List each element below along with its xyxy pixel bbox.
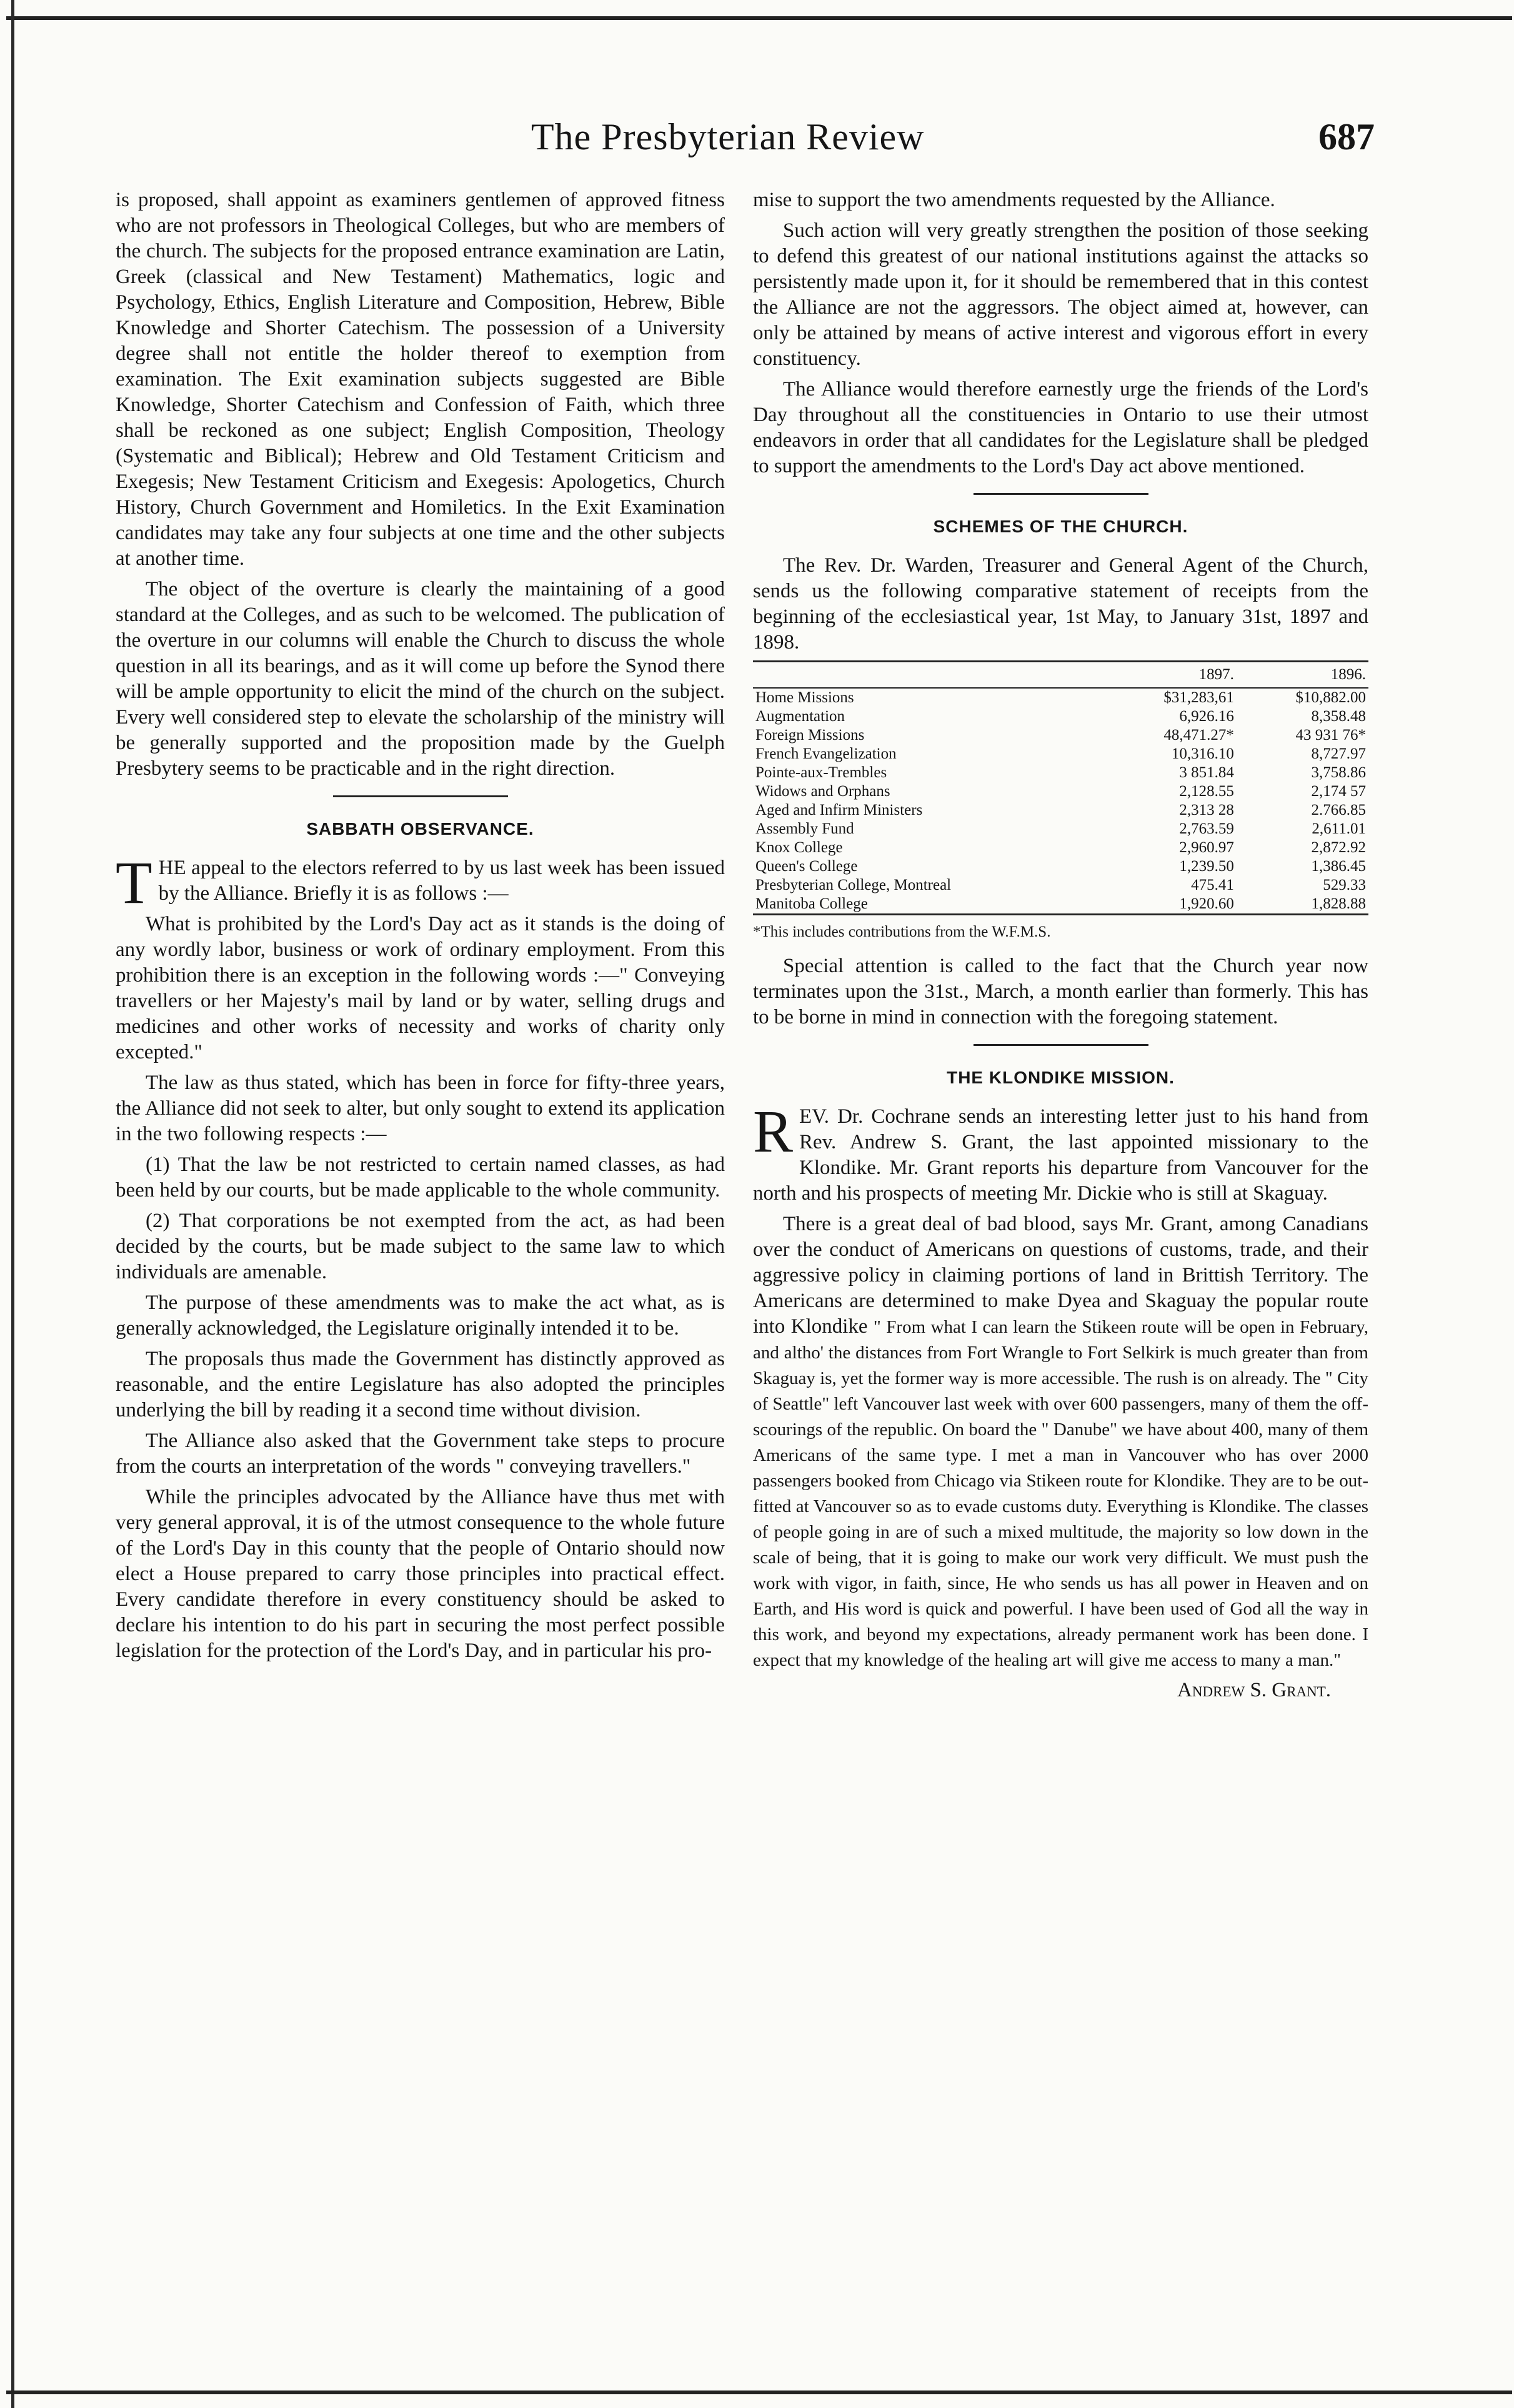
overture-text: is proposed, shall appoint as examiners gentlemen of approved fitness who are not professors in Theological Colleges, but who are members of the church. The subjects for the proposed entrance examination are Latin, Greek (classical and New Testament) Mathematics, logic and Psychology, Ethics, English Literature and Composition, Hebrew, Bible Knowledge and Shorter Catechism. The possession of a University degree shall not entitle the holder thereof to exemption from examination. The Exit examination subjects suggested are Bible Knowledge, Shorter Catechism and Confession of Faith, which three shall be reckoned as one subject; English Composition, Theology (Systematic and Biblical); Hebrew and Old Testament Criticism and Exegesis; New Testament Criticism and Exegesis: Apologetics, Church History, Church Government and Homiletics. In the Exit Examination candidates may take any four subjects at one time and the other subjects at another time.	[116, 189, 725, 570]
klondike-lead-text: EV. Dr. Cochrane sends an interesting letter just to his hand from Rev. Andrew S. Grant, the last appointed missionary to the Klondike. Mr. Grant reports his departure from Vancouver for the north and his prospects of meeting Mr. Dickie who is still at Skaguay.	[753, 1105, 1368, 1205]
scheme-name: Home Missions	[755, 689, 854, 706]
value-1897: 10,316.10	[1171, 745, 1234, 762]
sabbath-paragraph: The purpose of these amendments was to make the act what, as is generally acknowledged, the Legislature originally intended it to be.	[116, 1291, 725, 1340]
sabbath-heading: SABBATH OBSERVANCE.	[306, 819, 534, 838]
value-1897: $31,283,61	[1163, 689, 1234, 706]
scheme-name: French Evangelization	[755, 745, 897, 762]
sabbath-continued: Such action will very greatly strengthen the position of those seeking to defend this greatest of our national institutions against the attacks so persistently made upon it, for it should be remembered that in this contest the Alliance are not the aggressors. The object aimed at, however, can only be attained by means of active interest and vigorous effort in every constituency.	[753, 219, 1368, 370]
bottom-border	[6, 2391, 1512, 2394]
right-column	[753, 187, 1368, 1703]
value-1896: $10,882.00	[1295, 689, 1366, 706]
table-body	[753, 688, 1368, 915]
table-row	[753, 820, 1368, 838]
scheme-name: Manitoba College	[755, 895, 868, 912]
value-1896: 2,174 57	[1311, 783, 1366, 800]
section-divider	[974, 493, 1148, 495]
value-1897: 2,763.59	[1179, 820, 1234, 837]
left-column	[116, 187, 725, 1669]
table-row	[753, 801, 1368, 820]
table-row	[753, 782, 1368, 801]
table-row	[753, 838, 1368, 857]
sabbath-paragraph: What is prohibited by the Lord's Day act as it stands is the doing of any wordly labor, business or work of ordinary employment. From this prohibition there is an exception in the following words :—" Conveying travellers or her Majesty's mail by land or by water, selling drugs and medicines and other works of necessity and works of charity only excepted."	[116, 913, 725, 1063]
table-header-blank	[753, 662, 1105, 689]
value-1897: 1,920.60	[1179, 895, 1234, 912]
klondike-paragraph	[753, 1211, 1368, 1673]
scheme-name: Augmentation	[755, 708, 845, 725]
value-1896: 8,358.48	[1311, 708, 1366, 725]
scheme-name: Knox College	[755, 839, 843, 856]
table-row	[753, 745, 1368, 764]
sabbath-lead-paragraph	[116, 849, 725, 916]
sabbath-continued: The Alliance would therefore earnestly urge the friends of the Lord's Day throughout all the constituencies in Ontario to use their utmost endeavors in order that all candidates for the Legislature shall be pledged to support the amendments to the Lord's Day act above mentioned.	[753, 378, 1368, 477]
scheme-name: Widows and Orphans	[755, 783, 890, 800]
value-1897: 2,960.97	[1179, 839, 1234, 856]
table-row	[753, 707, 1368, 726]
overture-commentary: The object of the overture is clearly the maintaining of a good standard at the Colleges, and as such to be welcomed. The publication of the overture in our columns will enable the Church to discuss the whole question in all its bearings, and as it will come up before the Synod there will be ample opportunity to elicit the mind of the church on the subject. Every well considered step to elevate the scholarship of the ministry will be generally supported and the proposition made by the Guelph Presbytery seems to be practicable and in the right direction.	[116, 578, 725, 780]
column-header-1896: 1896.	[1237, 662, 1368, 689]
column-header-1897: 1897.	[1105, 662, 1237, 689]
value-1896: 1,828.88	[1311, 895, 1366, 912]
value-1896: 529.33	[1323, 877, 1366, 893]
klondike-paragraph-text: There is a great deal of bad blood, says Mr. Grant, among Canadians over the conduct of Americans on questions of customs, trade, and their aggressive policy in claiming portions of land in Brittish Territory. The Americans are determined to make Dyea and Skaguay the popular route into Klondike	[753, 1213, 1368, 1338]
sabbath-paragraph: The Alliance also asked that the Government take steps to procure from the courts an interpretation of the words " conveying travellers."	[116, 1430, 725, 1478]
scheme-name: Aged and Infirm Ministers	[755, 802, 923, 818]
top-border	[6, 0, 1512, 20]
value-1897: 1,239.50	[1179, 858, 1234, 875]
page-header	[125, 116, 1375, 178]
schemes-note: Special attention is called to the fact that the Church year now terminates upon the 31st., March, a month earlier than formerly. This has to be borne in mind in connection with the foregoing statement.	[753, 955, 1368, 1028]
table-row	[753, 857, 1368, 876]
sabbath-lead-text: HE appeal to the electors referred to by us last week has been issued by the Alliance. Briefly it is as follows :—	[158, 857, 725, 905]
value-1897: 2,128.55	[1179, 783, 1234, 800]
value-1896: 2,872.92	[1311, 839, 1366, 856]
sabbath-paragraph: (1) That the law be not restricted to certain named classes, as had been held by our courts, but be made applicable to the whole community.	[116, 1153, 725, 1202]
sabbath-paragraph: (2) That corporations be not exempted from the act, as had been decided by the courts, but be made subject to the same law to which individuals are amenable.	[116, 1210, 725, 1283]
sabbath-paragraph: The law as thus stated, which has been in force for fifty-three years, the Alliance did not seek to alter, but only sought to extend its application in the two following respects :—	[116, 1072, 725, 1145]
sabbath-continued: mise to support the two amendments requested by the Alliance.	[753, 189, 1275, 211]
table-row	[753, 876, 1368, 895]
value-1897: 48,471.27*	[1163, 727, 1234, 744]
value-1896: 2,611.01	[1312, 820, 1366, 837]
page-number: 687	[1318, 116, 1375, 157]
left-page-edge	[11, 0, 14, 2408]
signature: Andrew S. Grant.	[1177, 1679, 1331, 1701]
value-1897: 2,313 28	[1179, 802, 1234, 818]
scheme-name: Pointe-aux-Trembles	[755, 764, 887, 781]
value-1897: 3 851.84	[1179, 764, 1234, 781]
value-1896: 3,758.86	[1311, 764, 1366, 781]
table-row	[753, 688, 1368, 707]
table-row	[753, 726, 1368, 745]
section-divider	[974, 1044, 1148, 1046]
klondike-quote: " From what I can learn the Stikeen route will be open in February, and altho' the distances from Fort Wrangle to Fort Selkirk is much greater than from Skaguay is, yet the former way is more accessible. The rush is on already. The " City of Seattle" left Vancouver last week with over 600 passengers, many of them the off-scourings of the republic. On board the " Danube" we have about 400, many of them Americans of the same type. I met a man in Vancouver who has over 2000 passengers booked from Chicago via Stikeen route for Klondike. They are to be out-fitted at Vancouver so as to evade customs duty. Everything is Klondike. The classes of people going in are of such a mixed multitude, the majority so low down in the scale of being, that it is going to make our work very difficult. We must push the work with vigor, in faith, since, He who sends us has all power in Heaven and on Earth, and His word is quick and powerful. I have been used of God all the way in this work, and beyond my expectations, already permanent work has been done. I expect that my knowledge of the healing art will give me access to many a man."	[753, 1317, 1369, 1670]
section-divider	[333, 795, 508, 797]
table-row	[753, 895, 1368, 915]
value-1896: 2.766.85	[1311, 802, 1366, 818]
klondike-lead-paragraph	[753, 1098, 1368, 1206]
sabbath-paragraph: The proposals thus made the Government has distinctly approved as reasonable, and the entire Legislature has also adopted the principles underlying the bill by reading it a second time without division.	[116, 1348, 725, 1421]
scheme-name: Foreign Missions	[755, 727, 865, 744]
table-header-row	[753, 662, 1368, 689]
value-1896: 43 931 76*	[1295, 727, 1366, 744]
value-1896: 8,727.97	[1311, 745, 1366, 762]
schemes-heading: SCHEMES OF THE CHURCH.	[933, 517, 1188, 536]
dropcap-r: R	[753, 1098, 794, 1165]
receipts-table	[753, 660, 1368, 915]
table-footnote: *This includes contributions from the W.F.M.S.	[753, 923, 1051, 940]
value-1897: 475.41	[1191, 877, 1234, 893]
value-1897: 6,926.16	[1179, 708, 1234, 725]
value-1896: 1,386.45	[1311, 858, 1366, 875]
scheme-name: Queen's College	[755, 858, 858, 875]
schemes-intro: The Rev. Dr. Warden, Treasurer and General Agent of the Church, sends us the following comparative statement of receipts from the beginning of the ecclesiastical year, 1st May, to January 31st, 1897 and 1898.	[753, 554, 1368, 654]
sabbath-paragraph: While the principles advocated by the Alliance have thus met with very general approval, it is of the utmost consequence to the whole future of the Lord's Day in this county that the people of Ontario should now elect a House prepared to carry those principles into practical effect. Every candidate therefore in every constituency should be asked to declare his intention to do his part in securing the most perfect possible legislation for the protection of the Lord's Day, and in particular his pro-	[116, 1486, 725, 1662]
dropcap-t: T	[116, 849, 152, 916]
scheme-name: Assembly Fund	[755, 820, 854, 837]
klondike-heading: THE KLONDIKE MISSION.	[947, 1068, 1175, 1087]
scheme-name: Presbyterian College, Montreal	[755, 877, 952, 893]
journal-title: The Presbyterian Review	[531, 116, 925, 157]
table-row	[753, 764, 1368, 782]
